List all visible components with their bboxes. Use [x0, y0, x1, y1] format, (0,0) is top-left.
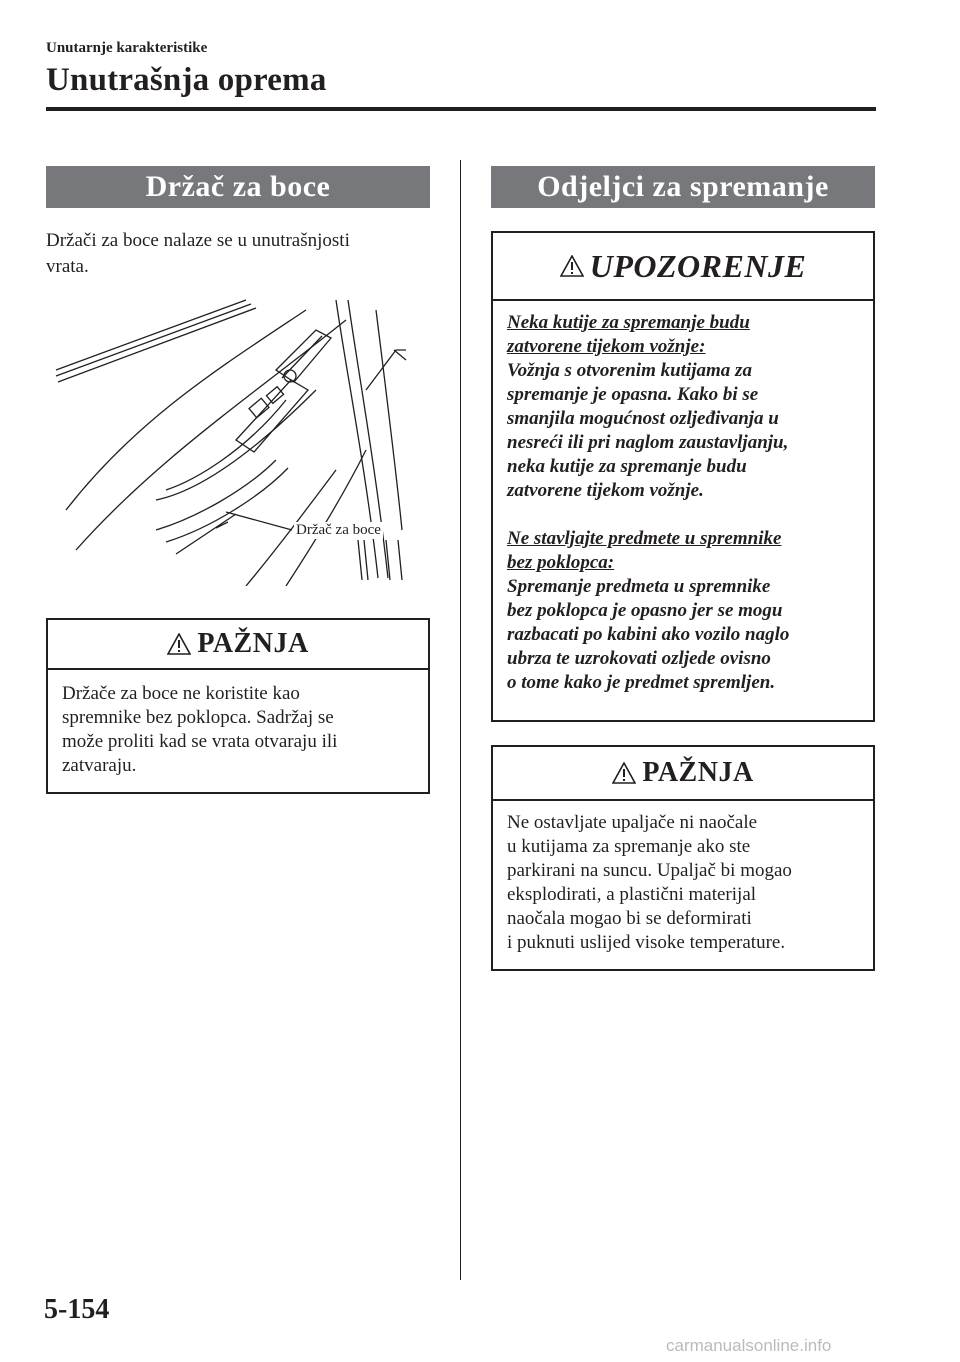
caution-line: Držače za boce ne koristite kao: [62, 683, 300, 704]
caution-line: Ne ostavljate upaljače ni naočale: [507, 812, 758, 833]
warning-box: [491, 231, 875, 722]
warning-line: Vožnja s otvorenim kutijama za: [507, 360, 752, 381]
caution-body: [493, 801, 873, 955]
warning-line: smanjila mogućnost ozljeđivanja u: [507, 408, 779, 429]
page-title: Unutrašnja oprema: [46, 62, 327, 98]
warning-line: nesreći ili pri naglom zaustavljanju,: [507, 432, 789, 453]
warning-line: ubrza te uzrokovati ozljede ovisno: [507, 648, 771, 669]
caution-line: eksplodirati, a plastični materijal: [507, 884, 757, 905]
warning-header: [493, 233, 873, 301]
warning-line: bez poklopca je opasno jer se mogu: [507, 600, 783, 621]
section-label: Unutarnje karakteristike: [46, 40, 208, 56]
warning-line: zatvorene tijekom vožnje.: [507, 480, 704, 501]
caution-box-right: [491, 745, 875, 971]
caution-title: PAŽNJA: [642, 757, 754, 788]
warning-body: [493, 301, 873, 695]
column-divider: [460, 160, 461, 1280]
caution-title: PAŽNJA: [197, 628, 309, 659]
warning-triangle-icon: [612, 762, 636, 784]
warning-line: o tome kako je predmet spremljen.: [507, 672, 776, 693]
intro-line: Držači za boce nalaze se u unutrašnjosti: [46, 230, 350, 251]
caution-body: [48, 670, 428, 778]
watermark: carmanualsonline.info: [666, 1336, 832, 1355]
warning-line: razbacati po kabini ako vozilo naglo: [507, 624, 790, 645]
warning-p2-heading: Ne stavljajte predmete u spremnike: [507, 528, 782, 549]
caution-line: u kutijama za spremanje ako ste: [507, 836, 751, 857]
illustration-label: Držač za boce: [296, 522, 381, 538]
intro-text: [46, 228, 436, 280]
warning-p1-heading: zatvorene tijekom vožnje:: [507, 336, 706, 357]
warning-p2-heading: bez poklopca:: [507, 552, 615, 573]
caution-line: spremnike bez poklopca. Sadržaj se: [62, 707, 334, 728]
page-number: 5-154: [44, 1294, 110, 1325]
warning-triangle-icon: [560, 255, 584, 277]
title-rule: [46, 107, 876, 111]
warning-line: neka kutije za spremanje budu: [507, 456, 747, 477]
paragraph-gap: [507, 503, 859, 527]
intro-line: vrata.: [46, 256, 89, 277]
caution-line: i puknuti uslijed visoke temperature.: [507, 932, 786, 953]
caution-line: naočala mogao bi se deformirati: [507, 908, 752, 929]
warning-title: UPOZORENJE: [589, 248, 807, 284]
caution-line: parkirani na suncu. Upaljač bi mogao: [507, 860, 792, 881]
heading-storage-compartments: Odjeljci za spremanje: [491, 166, 875, 208]
warning-line: Spremanje predmeta u spremnike: [507, 576, 771, 597]
caution-header: [493, 747, 873, 801]
caution-header: [48, 620, 428, 670]
warning-p1-heading: Neka kutije za spremanje budu: [507, 312, 750, 333]
caution-box-left: [46, 618, 430, 794]
warning-line: spremanje je opasna. Kako bi se: [507, 384, 759, 405]
caution-line: može proliti kad se vrata otvaraju ili: [62, 731, 338, 752]
door-illustration: [46, 290, 430, 586]
heading-bottle-holder: Držač za boce: [46, 166, 430, 208]
warning-triangle-icon: [167, 633, 191, 655]
caution-line: zatvaraju.: [62, 755, 137, 776]
